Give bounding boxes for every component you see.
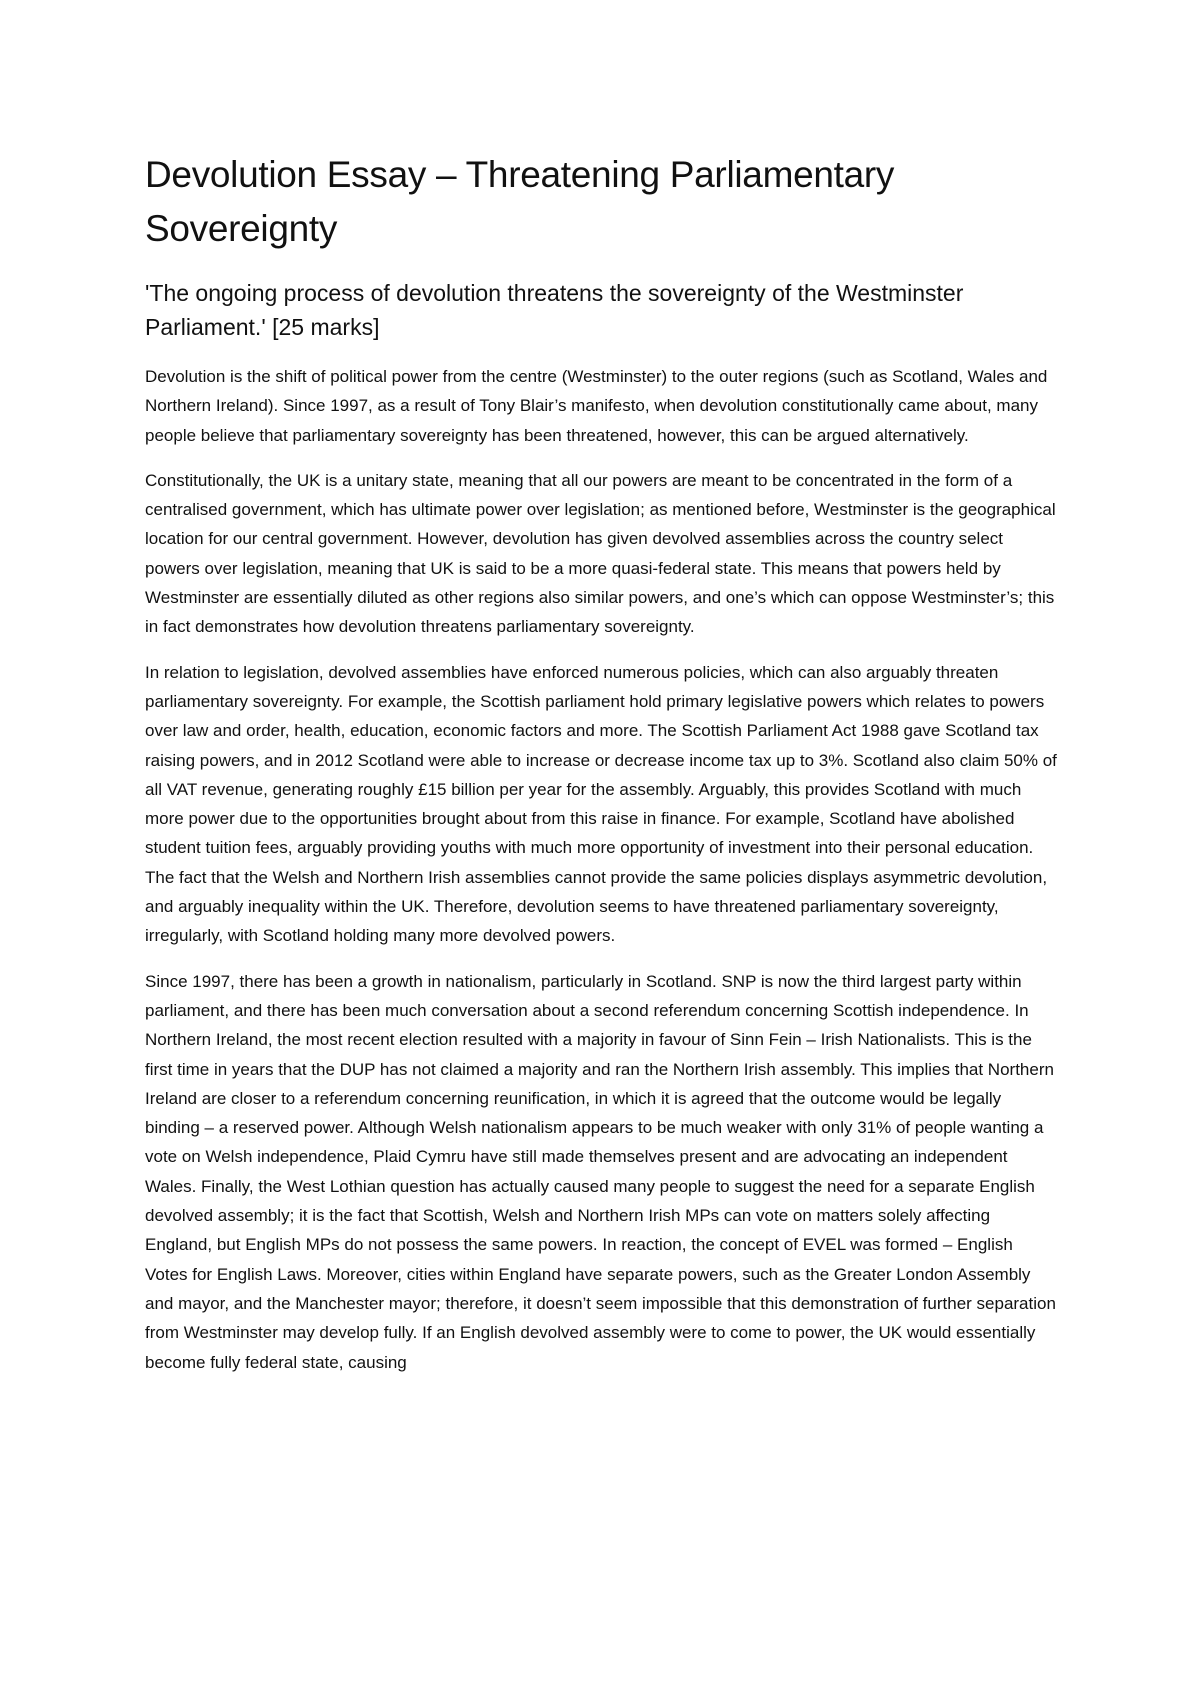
document-body: [145, 148, 1060, 1377]
paragraph-unitary-state: Constitutionally, the UK is a unitary state, meaning that all our powers are meant to be concentrated in the form of a centralised government, which has ultimate power over legislation; as mentioned before, Westminster is the geographical location for our central government. However, devolution has given devolved assemblies across the country select powers over legislation, meaning that UK is said to be a more quasi-federal state. This means that powers held by Westminster are essentially diluted as other regions also similar powers, and one’s which can oppose Westminster’s; this in fact demonstrates how devolution threatens parliamentary sovereignty.: [145, 470, 1056, 637]
paragraph-legislation: In relation to legislation, devolved assemblies have enforced numerous policies, which can also arguably threaten parliamentary sovereignty. For example, the Scottish parliament hold primary legislative powers which relates to powers over law and order, health, education, economic factors and more. The Scottish Parliament Act 1988 gave Scotland tax raising powers, and in 2012 Scotland were able to increase or decrease income tax up to 3%. Scotland also claim 50% of all VAT revenue, generating roughly £15 billion per year for the assembly. Arguably, this provides Scotland with much more power due to the opportunities brought about from this raise in finance. For example, Scotland have abolished student tuition fees, arguably providing youths with much more opportunity of investment into their personal education. The fact that the Welsh and Northern Irish assemblies cannot provide the same policies displays asymmetric devolution, and arguably inequality within the UK. Therefore, devolution seems to have threatened parliamentary sovereignty, irregularly, with Scotland holding many more devolved powers.: [145, 662, 1057, 946]
paragraph-introduction: Devolution is the shift of political power from the centre (Westminster) to the outer regions (such as Scotland, Wales and Northern Ireland). Since 1997, as a result of Tony Blair’s manifesto, when devolution constitutionally came about, many people believe that parliamentary sovereignty has been threatened, however, this can be argued alternatively.: [145, 367, 1048, 445]
essay-title: Devolution Essay – Threatening Parliamentary Sovereignty: [145, 154, 895, 249]
essay-question: 'The ongoing process of devolution threatens the sovereignty of the Westminster Parliament.' [25 marks]: [145, 280, 964, 340]
paragraph-nationalism: Since 1997, there has been a growth in nationalism, particularly in Scotland. SNP is now the third largest party within parliament, and there has been much conversation about a second referendum concerning Scottish independence. In Northern Ireland, the most recent election resulted with a majority in favour of Sinn Fein – Irish Nationalists. This is the first time in years that the DUP has not claimed a majority and ran the Northern Irish assembly. This implies that Northern Ireland are closer to a referendum concerning reunification, in which it is agreed that the outcome would be legally binding – a reserved power. Although Welsh nationalism appears to be much weaker with only 31% of people wanting a vote on Welsh independence, Plaid Cymru have still made themselves present and are advocating an independent Wales. Finally, the West Lothian question has actually caused many people to suggest the need for a separate English devolved assembly; it is the fact that Scottish, Welsh and Northern Irish MPs can vote on matters solely affecting England, but English MPs do not possess the same powers. In reaction, the concept of EVEL was formed – English Votes for English Laws. Moreover, cities within England have separate powers, such as the Greater London Assembly and mayor, and the Manchester mayor; therefore, it doesn’t seem impossible that this demonstration of further separation from Westminster may develop fully. If an English devolved assembly were to come to power, the UK would essentially become fully federal state, causing: [145, 971, 1056, 1372]
